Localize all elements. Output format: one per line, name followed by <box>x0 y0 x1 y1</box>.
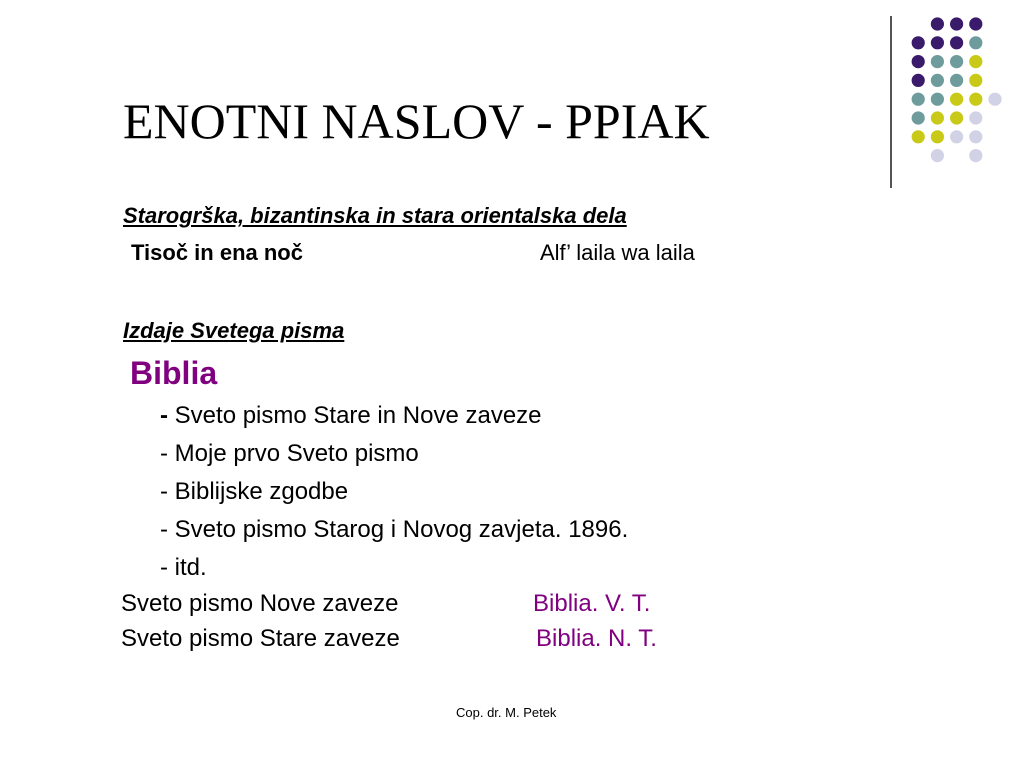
decorative-dot <box>912 74 925 87</box>
vertical-divider <box>890 16 892 188</box>
decorative-dot <box>950 130 963 143</box>
list-item: - itd. <box>160 554 207 581</box>
decorative-dot <box>950 93 963 106</box>
mapping-heading: Biblia. V. T. <box>533 590 651 617</box>
decorative-dot <box>969 36 982 49</box>
list-item-text: Sveto pismo Stare in Nove zaveze <box>168 402 542 429</box>
decorative-dot <box>950 74 963 87</box>
mapping-name: Sveto pismo Stare zaveze <box>121 625 400 652</box>
list-item: - Biblijske zgodbe <box>160 478 349 505</box>
decorative-dot <box>912 93 925 106</box>
decorative-dot <box>969 17 982 30</box>
decorative-dot <box>969 55 982 68</box>
decorative-dot <box>950 17 963 30</box>
decorative-dot <box>969 74 982 87</box>
list-item <box>160 402 542 430</box>
decorative-dot <box>912 130 925 143</box>
section-heading-bible-editions: Izdaje Svetega pisma <box>123 318 345 343</box>
list-item: - Sveto pismo Starog i Novog zavjeta. 1896. <box>160 516 629 543</box>
decorative-dot <box>912 111 925 124</box>
decorative-dot <box>931 130 944 143</box>
decorative-dot <box>931 74 944 87</box>
decorative-dot <box>969 130 982 143</box>
decorative-dot <box>969 93 982 106</box>
decorative-dot <box>912 36 925 49</box>
list-item-dash: - <box>160 402 168 429</box>
decorative-dot <box>931 36 944 49</box>
footer-copyright: Cop. dr. M. Petek <box>456 705 557 720</box>
original-title: Alf’ laila wa laila <box>540 240 695 265</box>
section-heading-ancient-works: Starogrška, bizantinska in stara orientalska dela <box>123 203 627 228</box>
decorative-dot <box>969 111 982 124</box>
uniform-title-biblia: Biblia <box>130 355 218 391</box>
decorative-dot <box>950 111 963 124</box>
list-item: - Moje prvo Sveto pismo <box>160 440 419 467</box>
slide-title: ENOTNI NASLOV - PPIAK <box>123 93 710 149</box>
decorative-dot <box>931 17 944 30</box>
decorative-dot <box>912 55 925 68</box>
decorative-dot <box>950 55 963 68</box>
decorative-dot <box>931 111 944 124</box>
mapping-heading: Biblia. N. T. <box>536 625 657 652</box>
decorative-dot <box>931 149 944 162</box>
decorative-dot <box>969 149 982 162</box>
work-title: Tisoč in ena noč <box>131 240 303 265</box>
decorative-dot <box>988 93 1001 106</box>
decorative-dot <box>950 36 963 49</box>
mapping-name: Sveto pismo Nove zaveze <box>121 590 399 617</box>
decorative-dot <box>931 55 944 68</box>
decorative-dot <box>931 93 944 106</box>
